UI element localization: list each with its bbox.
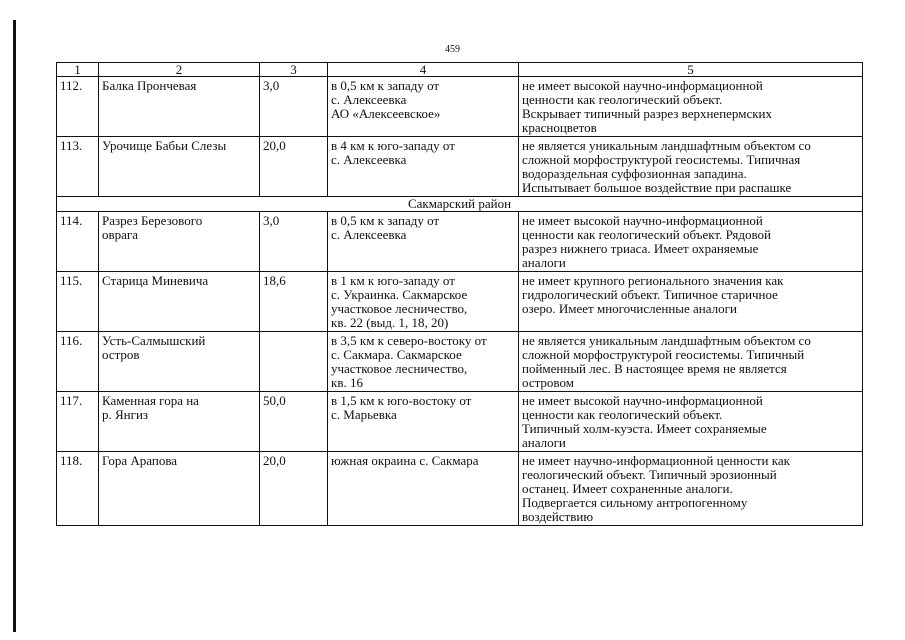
table-row [57, 137, 863, 197]
description-line: красноцветов [522, 120, 597, 135]
location-line: в 3,5 км к северо-востоку от [331, 333, 487, 348]
table-row [57, 212, 863, 272]
column-header-5: 5 [519, 63, 863, 77]
table-body [57, 63, 863, 526]
location-line: с. Сакмара. Сакмарское [331, 347, 462, 362]
table-row [57, 452, 863, 526]
object-name [99, 212, 260, 272]
object-name [99, 392, 260, 452]
description [519, 77, 863, 137]
location-line: с. Алексеевка [331, 227, 407, 242]
table-row [57, 272, 863, 332]
description-line: ценности как геологический объект. Рядовой [522, 227, 771, 242]
object-name [99, 137, 260, 197]
object-name-line: остров [102, 347, 140, 362]
description-line: пойменный лес. В настоящее время не является [522, 361, 787, 376]
location-line: с. Марьевка [331, 407, 397, 422]
description-line: Подвергается сильному антропогенному [522, 495, 748, 510]
area-value: 20,0 [260, 137, 328, 197]
object-name-line: оврага [102, 227, 139, 242]
row-number: 115. [57, 272, 99, 332]
area-value: 3,0 [260, 77, 328, 137]
description-line: не является уникальным ландшафтным объектом со [522, 333, 811, 348]
object-name-line: Гора Арапова [102, 453, 178, 468]
column-number-row [57, 63, 863, 77]
nature-monuments-table [56, 62, 863, 526]
description-line: не имеет крупного регионального значения как [522, 273, 784, 288]
description-line: ценности как геологический объект. [522, 92, 723, 107]
object-name-line: Старица Миневича [102, 273, 209, 288]
description-line: не имеет научно-информационной ценности как [522, 453, 790, 468]
area-value: 20,0 [260, 452, 328, 526]
row-number: 112. [57, 77, 99, 137]
description-line: островом [522, 375, 574, 390]
column-header-1: 1 [57, 63, 99, 77]
location-line: кв. 22 (выд. 1, 18, 20) [331, 315, 449, 330]
location-line: в 0,5 км к западу от [331, 213, 440, 228]
row-number: 114. [57, 212, 99, 272]
location-line: в 0,5 км к западу от [331, 78, 440, 93]
location [328, 272, 519, 332]
object-name [99, 332, 260, 392]
location-line: участковое лесничество, [331, 361, 468, 376]
row-number: 118. [57, 452, 99, 526]
object-name-line: р. Янгиз [102, 407, 149, 422]
location-line: участковое лесничество, [331, 301, 468, 316]
description [519, 212, 863, 272]
area-value: 3,0 [260, 212, 328, 272]
location [328, 212, 519, 272]
description [519, 137, 863, 197]
description [519, 452, 863, 526]
description-line: не имеет высокой научно-информационной [522, 213, 763, 228]
page-number: 459 [445, 44, 460, 55]
location-line: южная окраина с. Сакмара [331, 453, 479, 468]
description-line: не имеет высокой научно-информационной [522, 393, 763, 408]
column-header-4: 4 [328, 63, 519, 77]
page-edge-bar [13, 20, 16, 632]
location [328, 137, 519, 197]
description-line: ценности как геологический объект. [522, 407, 723, 422]
location-line: в 4 км к юго-западу от [331, 138, 455, 153]
district-header-row [57, 197, 863, 212]
description-line: воздействию [522, 509, 594, 524]
area-value [260, 332, 328, 392]
column-header-2: 2 [99, 63, 260, 77]
description-line: останец. Имеет сохраненные аналоги. [522, 481, 733, 496]
description-line: озеро. Имеет многочисленные аналоги [522, 301, 737, 316]
description-line: Испытывает большое воздействие при распашке [522, 180, 792, 195]
area-value: 50,0 [260, 392, 328, 452]
location-line: с. Украинка. Сакмарское [331, 287, 468, 302]
description-line: не является уникальным ландшафтным объектом со [522, 138, 811, 153]
object-name-line: Урочище Бабьи Слезы [102, 138, 227, 153]
column-header-3: 3 [260, 63, 328, 77]
description-line: не имеет высокой научно-информационной [522, 78, 763, 93]
table-row [57, 332, 863, 392]
location-line: в 1,5 км к юго-востоку от [331, 393, 472, 408]
description-line: Вскрывает типичный разрез верхнепермских [522, 106, 772, 121]
description [519, 272, 863, 332]
object-name [99, 77, 260, 137]
description-line: сложной морфоструктурой геосистемы. Типичный [522, 347, 805, 362]
location [328, 332, 519, 392]
description-line: аналоги [522, 255, 566, 270]
row-number: 113. [57, 137, 99, 197]
object-name [99, 452, 260, 526]
location-line: с. Алексеевка [331, 92, 407, 107]
description-line: гидрологический объект. Типичное старичное [522, 287, 778, 302]
table-row [57, 77, 863, 137]
location-line: АО «Алексеевское» [331, 106, 441, 121]
description-line: сложной морфоструктурой геосистемы. Типичная [522, 152, 801, 167]
description-line: Типичный холм-куэста. Имеет сохраняемые [522, 421, 767, 436]
location-line: с. Алексеевка [331, 152, 407, 167]
area-value: 18,6 [260, 272, 328, 332]
table-row [57, 392, 863, 452]
location [328, 452, 519, 526]
description [519, 332, 863, 392]
row-number: 117. [57, 392, 99, 452]
object-name [99, 272, 260, 332]
district-name: Сакмарский район [57, 197, 863, 212]
description [519, 392, 863, 452]
location-line: в 1 км к юго-западу от [331, 273, 455, 288]
row-number: 116. [57, 332, 99, 392]
description-line: геологический объект. Типичный эрозионный [522, 467, 777, 482]
object-name-line: Каменная гора на [102, 393, 199, 408]
description-line: аналоги [522, 435, 566, 450]
object-name-line: Разрез Березового [102, 213, 203, 228]
object-name-line: Балка Прончевая [102, 78, 197, 93]
location [328, 392, 519, 452]
location [328, 77, 519, 137]
object-name-line: Усть-Салмышский [102, 333, 206, 348]
description-line: водораздельная суффозионная западина. [522, 166, 747, 181]
description-line: разрез нижнего триаса. Имеет охраняемые [522, 241, 759, 256]
location-line: кв. 16 [331, 375, 363, 390]
